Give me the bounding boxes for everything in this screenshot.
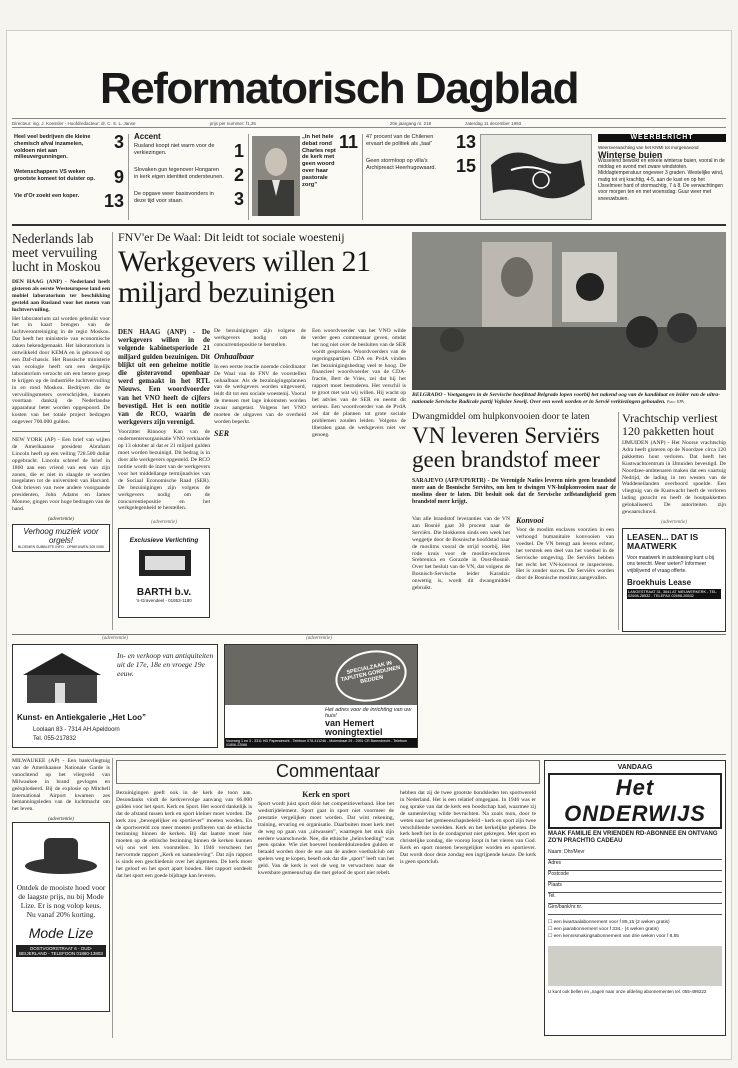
main-col-1 xyxy=(118,328,210,512)
verhoog-ad-text: Verhoog muziek voor orgels! xyxy=(23,527,99,545)
vn-body-1: Van alle brandstof leveranties van de VN aan Bosnië gaat 30 procent naar de Serviërs. Die blokkeren sinds een week het weggetje door de Bosnische hoofdstad naar de moslims vooral de strijd voorbij. Het rode kruis voor de moslim-enclaves Srebrenica en Gorazde in Oost-Bosnië. Over het besluit van de VN, dat volgens de Bosnisch-Servische leider Karadzic onwettig is, wordt dit dwangmiddel gebruikt. xyxy=(412,516,510,592)
main-body-3: Een woordvoerder van het VNO wilde verder geen commentaar geven, omdat het nog niet over de besluiten van de SER wordt gesproken. Woordvoerders van de regeringspartijen CDA en PvdA vinden het bezuinigingsbedrag veel te hoog. De financieel woordvoerder van de CDA-fractie, Bert de Vries, zei dat hij het rapport moet bestuderen. Het verschil is te groot met wat wij willen. Hij wacht op het advies van de SER en neemt dit serieus. Een woordvoerder van de PvdA zei dat de plannen tot grote sociale problemen zouden leiden. Volgens de liberalen gaan de werkgevers niet ver genoeg. xyxy=(312,328,406,438)
weather-sub: Weersverwachting van het KNMI tot morgenavond xyxy=(598,145,699,151)
option-1[interactable] xyxy=(548,919,722,926)
left-article-body: Het laboratorium zal worden gebruikt voor het in kaart brengen van de luchtverontreiniging in de regio Moskou. Dat heeft het ministerie van economische zaken bekendgemaakt. Het laboratorium is ontwikkeld door KEMA en is gebouwd op een Daf-chassis. Het Russische ministerie van ecologie heeft om een dergelijk laboratorium verzocht om een betere greep te krijgen op de industriële luchtvervuiling in en rond Moskou. Bedrijven die de vervuilingsmeters overschrijden, kunnen voortaan dankzij de Nederlandse apparatuur beter worden opgespoord. De kosten van het totale project bedragen ongeveer 700.000 gulden. xyxy=(12,315,110,426)
lease-brand: Broekhuis Lease xyxy=(627,577,692,587)
page-number: 13 xyxy=(103,191,124,212)
charles-photo xyxy=(252,136,300,216)
lease-addr: LANGESTRAAT 31, 3641 AT NIEUWERKERK - TEL. 02698-28532 - TELEFAX 02698-26532 xyxy=(627,589,721,599)
form-field[interactable]: Tel. xyxy=(548,893,722,904)
onderwijs-ad[interactable] xyxy=(544,760,726,1036)
main-body-2: In een eerste reactie noemde coördinator De Waal van de FNV de voorstellen onhaalbaar. Als de bezuinigingsplannen van de werkgevers worden uitgevoerd, leidt dit tot een sociale woestenij. Vooral de mensen met lage inkomsten worden zwaar aangetast. Volgens het VNO moeten de uitgaven van de overheid worden beperkt. xyxy=(214,363,306,425)
main-col-3 xyxy=(312,328,406,439)
jaargang-line: 20e jaargang nr. 218 xyxy=(389,121,432,126)
commentaar-banner xyxy=(116,760,540,784)
vn-article-head xyxy=(412,412,616,506)
info-bar xyxy=(12,118,726,128)
comment-col-1 xyxy=(116,790,252,880)
page-number: 3 xyxy=(113,132,124,152)
hemert-addr: Voorweg 1 en 3 - 3311 HD Papendrecht - Telefoon 078-411246 - Molendraat 29 - 2951 CR Barendrecht - Telefoon 01806-22066 xyxy=(225,738,418,748)
weather-body: Wisselend bewolkt en enkele winterse buien, vooral in de middag en avond met zware windstoten. Middagtemperatuur ongeveer 3 graden. Westelijke wind, matig tot vrij krachtig, 4-5, aan de kust en op het IJsselmeer hard of stormachtig, 7 à 8. De verwachtingen voor morgen ten en met woensdag: Guur weer met sneeuwbuien. xyxy=(598,157,725,202)
vn-col-2 xyxy=(516,516,614,582)
main-sub-1: Onhaalbaar xyxy=(214,351,255,361)
teaser-quote[interactable]: „In het hele debat rond Charles rept de kerk met geen woord over haar pastorale zorg” xyxy=(302,134,336,188)
teaser-text[interactable]: Vie d'Or zoekt een koper. xyxy=(14,193,80,200)
weather-map xyxy=(480,134,592,220)
left-article-2-body: NEW YORK (AP) - Een brief van wijlen de Amerikaanse president Abraham Lincoln heeft op een veiling 728.500 dollar opgebracht. Lincoln schreef de brief in 1860 aan een vriend van een van zijn zonen, die er niet in slaagde te worden toegelaten tot de universiteit van Harvard. Ook brieven van twee andere voorgaande presidenten, John Adams en James Monroe, gingen voor hoge bedragen van de hand. xyxy=(12,437,110,513)
vracht-body: IJMUIDEN (ANP) - Het Noorse vrachtschip Adra heeft gisteren op de Noordzee circa 120 pakketten hout verloren. Dat heeft het Kustwachtcentrum in IJmuiden bevestigd. De Noordzee-ambtenaren maken dat een vaartuig Nedrijd, de lading in ten westen van de Waddeneilanden overboord spoelde. Een vliegtuig van de Kustwacht heeft de verloren lading gezocht en heeft de houtpakketten gelokaliseerd. De autoriteiten zijn gewaarschuwd. xyxy=(622,440,726,516)
barth-addr: 's-Gravendeel - 01853-1180 xyxy=(136,598,192,603)
ad-label: (advertentie) xyxy=(48,817,74,823)
mode-addr: OOSTVOORSTRAAT 6 - OUD-BEIJERLAND - TELEFOON 01860-13803 xyxy=(16,945,106,957)
kunst-tel: Tel. 055-217832 xyxy=(33,736,77,742)
page-number: 13 xyxy=(455,132,476,152)
price-line: prijs per nummer: f1,25 xyxy=(209,121,256,126)
house-icon xyxy=(17,649,107,705)
comment-col-2 xyxy=(258,790,394,877)
vn-lead: SARAJEVO (AFP/UPI/RTR) - De Verenigde Naties leveren niets geen brandstof meer aan de Bosnische Serviërs, om hen te dwingen VN-hulpkonvooien naar de moslims door te laten. Dit besluit ook dat de Servische zelfstandigheid geen brandstof meer krijgt. xyxy=(412,478,616,505)
left-bottom xyxy=(12,758,110,1012)
option-3[interactable] xyxy=(548,933,722,940)
main-body-1: Voorzitter Rinnooy Kan van de ondernemersorganisatie VNO verklaarde op 13 oktober al dat er 21 miljard gulden moet worden bezuinigd. Dit bedrag is in door alle werkgevers opgesteld. De RCO notitie wordt de inzet van de werkgevers voor het middellange termijnadvies van de Sociaal Economische Raad (SER). De bezuinigingen zijn volgens de werkgevers nodig om de concurrentiepositie en het werkgelegenheid te herstellen. xyxy=(118,429,210,512)
weather-block xyxy=(598,134,726,202)
main-body-1b: De bezuinigingen zijn volgens de werkgevers nodig om de concurrentiepositie te herstellen. xyxy=(214,328,306,348)
main-headline[interactable]: Werkgevers willen 21 miljard bezuinigen xyxy=(118,245,371,309)
verhoog-ad-sub: BLOEMEN SUBBLETE INFO - OPNIEUWEN 305 0050 xyxy=(18,545,104,549)
teaser-text[interactable]: Geen stormloop op villa's Archipreact Heerhugowaard. xyxy=(366,158,437,171)
vn-kicker: Dwangmiddel om hulpkonvooien door te laten xyxy=(412,412,590,422)
option-label: een kwartaalabonnement voor f 85,15 (2 weken gratis) xyxy=(553,920,670,925)
kunst-script: In- en verkoop van antiquiteiten uit de 17e, 18e en vroege 19e eeuw. xyxy=(117,651,214,678)
ad-label: (advertentie) xyxy=(306,636,332,641)
teaser-text[interactable]: De opgave weer basisvonders in deze tijd voor staan. xyxy=(134,190,214,204)
teaser-text[interactable]: 47 procent van de Chilenen ervaart de politiek als „taai” xyxy=(366,134,434,147)
checkbox-icon[interactable]: ☐ xyxy=(548,934,554,939)
option-2[interactable] xyxy=(548,926,722,933)
option-label: een kennismakingsabonnement van drie weken voor f 8,55 xyxy=(553,934,679,939)
weather-map-icon xyxy=(481,135,593,221)
teaser-block-3 xyxy=(302,134,358,220)
mode-ad[interactable] xyxy=(12,822,110,1012)
kunst-ad[interactable] xyxy=(12,644,218,748)
main-lead: DEN HAAG (ANP) - De werkgevers willen in de volgende kabinetsperiode 21 miljard gulden bezuinigen. Dit blijkt uit een geheime notitie die gisteravond openbaar werd gemaakt in het RTL Nieuws. Een woordvoerder van het VNO heeft de cijfers bevestigd. Het is een notitie van de RCO, waarin de werkgevers zijn verenigd. xyxy=(118,328,210,427)
lamp-icon xyxy=(119,544,210,582)
hemert-stamp: SPECIALZAAK IN TAPIJTEN GORDIJNEN BEDDEN xyxy=(331,644,412,708)
vn-col-1 xyxy=(412,516,510,592)
ad-label: (advertentie) xyxy=(48,517,74,522)
checkbox-icon[interactable]: ☐ xyxy=(548,920,554,925)
teaser-text[interactable]: Wetenschappers VS weken grootste komeet tot duister op. xyxy=(14,169,95,182)
page-number: 1 xyxy=(233,140,244,161)
ad-label: (advertentie) xyxy=(661,520,687,525)
teaser-block-1 xyxy=(14,134,124,220)
barth-ad[interactable] xyxy=(118,528,210,618)
ad-label: (advertentie) xyxy=(102,636,128,641)
verhoog-ad[interactable] xyxy=(12,524,110,552)
comment-body-1: Bezuinigingen geeft ook in de kerk de toon aan. Desondanks vindt de kerkvervolge aanvang van 66.000 gulden voor het sport. Kerk en Sport. Het woord dankelijk is dat de afstand tussen kerk en sport kleiner moet worden. De kerk zou „bewegelijker en sportiever” moeten worden. En de sportwereld zou meer moeten profiteren van de ethische bezinning binnen de kerken. Bij dat laatste moet hier moeten op de ethische bezinning binnen de kerken kunnen wij ons wel iets voorstellen. In 1946 verscheen het hervormde rapport „Kerk en samenleving”. Dat zijn rapport is sinds een geschiedenis over het algemeen. De kerk moet het geloof en het sport apart houden. Het rapport oordeelt dat het sport een goede bijdrage kan leveren. xyxy=(116,790,252,879)
page-number: 11 xyxy=(338,132,358,152)
vn-body-2: Voor de moslim enclaves voorzien in een verhoogd humanitaire konvooien van voedsel. De VN brengt aan levens echter, het verstrek een deel van het voedsel in de Servische omgeving. De Serviërs hebben het recht het VN-konvooi te inspecteren. Het is zonder succes. De Serviërs worden door de Bosnische moslims aangevallen. xyxy=(516,527,614,582)
option-label: een jaarabonnement voor f 334,- (4 weken gratis) xyxy=(553,927,659,932)
hat-icon xyxy=(16,826,106,878)
left-article-title: Nederlands lab meet vervuiling lucht in Moskou xyxy=(12,231,101,274)
onderwijs-box xyxy=(548,946,722,986)
main-col-2 xyxy=(214,328,306,441)
onderwijs-label: VANDAAG xyxy=(617,764,653,771)
comment-sub: Kerk en sport xyxy=(302,790,350,799)
main-kicker: FNV'er De Waal: Dit leidt tot sociale woestenij xyxy=(118,230,345,244)
barth-top: Exclusieve Verlichting xyxy=(129,537,199,544)
page-number: 15 xyxy=(455,156,476,176)
comment-body-2: Sport wordt juist sport dóór het competitieverband. Hoe het wedstrijdelement. Sport gaat in sport niet voormeer de prestatie vergelijken moet worden. Dat wint rekening, training, ervaring en organisatie. Daarbuiten moet kerk met de weg op gaan van „uitwassen”, waartegen het stuk zijn eerdere waarschuwde. Nee, die ethische „beïnvloeding” was geen sprake. Wie ziet hoeveel honderdduizenden gulden er betaald worden door de ene aan de andere voetbalclub om spelers weg te kopen, beseft ook dat die „sport” leeft van het geld. Van de kerk is wel de weg te verwachten naar de kwetsbare gemeenschap die met geloof de sport niet rebelt. xyxy=(258,801,394,877)
page-number: 2 xyxy=(233,164,244,185)
onderwijs-title: Het ONDERWIJS xyxy=(548,773,722,829)
masthead-title: Reformatorisch Dagblad xyxy=(100,64,578,113)
form-field[interactable]: Plaats xyxy=(548,882,722,893)
comment-col-3 xyxy=(400,790,536,866)
kunst-addr: Loolaan 83 - 7314 AH Apeldoorn xyxy=(33,727,120,733)
teaser-text[interactable]: Slovaken gun tegenover Hongaren in kerk eigen identiteit ondersteunen. xyxy=(134,166,224,180)
hemert-ad[interactable] xyxy=(224,644,418,748)
barth-name: BARTH b.v. xyxy=(136,587,192,598)
photo-caption-block xyxy=(412,392,726,406)
left-column xyxy=(12,232,110,552)
vn-sub: Konvooi xyxy=(516,516,544,525)
onderwijs-options xyxy=(548,919,722,940)
lease-title: LEASEN... DAT IS MAATWERK xyxy=(627,532,699,551)
mode-text: Ontdek de mooiste hoed voor de laagste prijs, nu bij Mode Lize. Er is nog volop keus. Nu vanaf 20% korting. xyxy=(16,883,106,920)
lease-ad[interactable] xyxy=(622,528,726,632)
page-number: 9 xyxy=(113,167,124,188)
vn-headline[interactable]: VN leveren Serviërs geen brandstof meer xyxy=(412,423,600,472)
page-number: 3 xyxy=(233,188,244,209)
weather-title: Winterse buien xyxy=(598,149,663,160)
teaser-block-2 xyxy=(134,134,244,220)
hemert-mid: Het adres voor de inrichting van uw huis! xyxy=(325,707,412,719)
onderwijs-sub: MAAK FAMILIE EN VRIENDEN RD-ABONNEE EN ONTVANG ZO'N PRACHTIG CADEAU xyxy=(548,831,718,844)
form-field[interactable]: Postcode xyxy=(548,871,722,882)
mode-brand: Mode Lize xyxy=(28,925,94,942)
left-article-3-body: MILWAUKEE (AP) - Een bankvliegtuig van de Amerikaanse Nationale Garde is vanochtend op het vliegveld van Milwaukee in brand gevlogen en geëxplodeerd. Bij de explosie op Mitchell International Airport kwamen zes bemanningsleden van de luchtmacht om het leven. xyxy=(12,758,110,813)
teaser-text[interactable]: Rusland koopt niet warm voor de verkiezingen. xyxy=(134,142,215,156)
form-field[interactable]: Adres xyxy=(548,860,722,871)
vracht-article xyxy=(622,412,726,516)
left-article-lead: DEN HAAG (ANP) - Nederland heeft gisteren als eerste Westeuropese land een mobiel laboratorium ter beschikking gesteld aan Rusland voor het meten van luchtvervuiling. xyxy=(12,279,110,313)
commentaar-label: Commentaar xyxy=(275,761,381,781)
editors-line: Directeur: ing. J. Koessler - Hoofdredacteur: dr. C. S. L. Janse xyxy=(12,121,136,126)
main-headline-block xyxy=(118,230,408,308)
ad-label: (advertentie) xyxy=(151,520,177,525)
onderwijs-footer: U kunt ook bellen en „nagen naar onze afdeling abonnementen tel. 055-499222 xyxy=(548,989,707,994)
hemert-name: van Hemert woningtextiel xyxy=(325,718,383,737)
vracht-title[interactable]: Vrachtschip verliest 120 pakketten hout xyxy=(622,411,718,438)
main-sub-2: SER xyxy=(214,428,230,438)
photo-credit: Foto: EPA xyxy=(666,398,684,404)
lease-body: Voor maatwerk in autoleasing kunt u bij ons terecht. Meer weten? Informeer vrijblijvend of vraag offerte. xyxy=(627,555,714,574)
date-line: zaterdag 11 december 1993 xyxy=(465,121,522,126)
comment-body-3: hebben dat zij de twee grootste bondsleden ten sportwereld in Nederland. Het is een relatief omgegaan. In 1946 was er nog sprake van dat de kerk een boodschap had, waarmee zij de samenleving wilde bevruchten. Na zoals mon, door te weten naar het gemeenschapsbeleid - kerk en sport zijn twee verschillende werelden. Kerk en het kerkelijke geheten. De kerk heeft het in de zondagsrust niet gekregen. Met sport en christelijke zondag, die voorop loopt in het vieren van God. Kerk en sport moeten bewegelijker worden en sportiever. Dat wordt door deze zondag een ingrijpende keuze. De kerk is geen sportclub. xyxy=(400,790,536,866)
kunst-name: Kunst- en Antiekgalerie „Het Loo” xyxy=(17,713,147,722)
form-field[interactable]: Naam: Dhr/Mevr xyxy=(548,849,722,860)
weather-label: WEERBERICHT xyxy=(598,134,726,142)
checkbox-icon[interactable]: ☐ xyxy=(548,927,554,932)
accent-heading: Accent xyxy=(134,132,161,141)
form-field[interactable]: Giro/bank/nr.nr. xyxy=(548,904,722,915)
teaser-block-4 xyxy=(366,134,476,220)
teaser-text[interactable]: Heel veel bedrijven die kleine chemisch afval inzamelen, voldoen niet aan milieuvergunningen. xyxy=(14,134,91,161)
photo-caption: BELGRADO - Voetgangers in de Servische hoofdstad Belgrado lopen voorbij het nakend oog van de kandidaat en leider van de ultra-nationale Servische Radicale partij Vojislav Seselj. Over een week worden er in Servië verkiezingen gehouden. xyxy=(412,392,720,405)
belgrado-photo xyxy=(412,232,726,390)
onderwijs-form xyxy=(548,849,722,915)
